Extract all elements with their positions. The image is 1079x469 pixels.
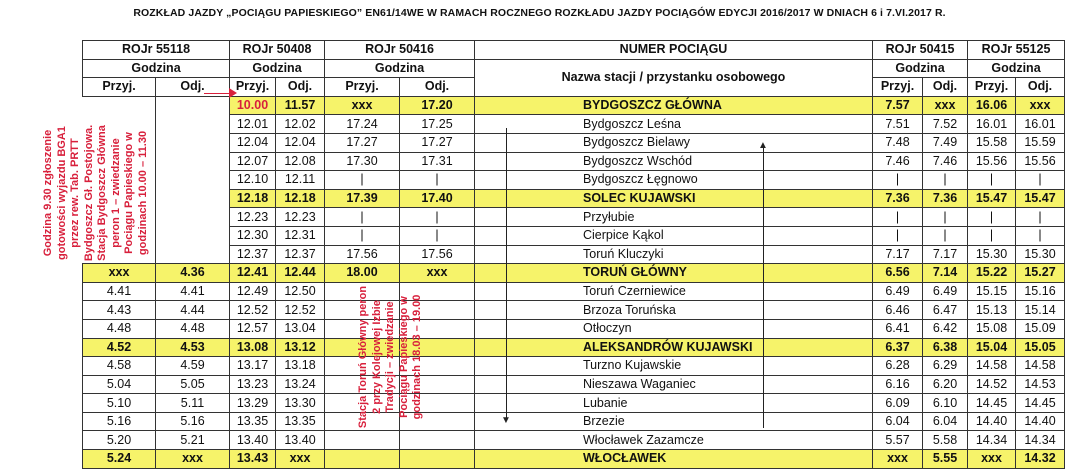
time-cell: 6.56 [873, 264, 923, 283]
table-row [83, 375, 1065, 394]
odj-header: Odj. [276, 78, 325, 97]
time-cell: 4.59 [156, 357, 230, 376]
time-cell: 14.45 [1016, 394, 1065, 413]
station-name: Bydgoszcz Wschód [475, 152, 873, 171]
time-cell: 5.16 [83, 412, 156, 431]
train-number-header: ROJr 55125 [968, 41, 1065, 60]
time-cell: | [400, 171, 475, 190]
station-name: SOLEC KUJAWSKI [475, 189, 873, 208]
time-cell [156, 226, 230, 245]
note-line: przez rew. Tab. PRTT [69, 138, 81, 248]
time-cell: 5.58 [923, 431, 968, 450]
time-cell: 12.30 [230, 226, 276, 245]
time-cell: 14.40 [1016, 412, 1065, 431]
station-name: Toruń Czerniewice [475, 282, 873, 301]
time-cell [156, 245, 230, 264]
time-cell: 15.14 [1016, 301, 1065, 320]
time-cell: 12.52 [276, 301, 325, 320]
time-cell: 5.16 [156, 412, 230, 431]
time-cell: 10.00 [230, 96, 276, 115]
note-line: Tradycji – zwiedzanie [384, 301, 396, 413]
time-cell: 12.37 [230, 245, 276, 264]
time-cell: 17.31 [400, 152, 475, 171]
przyj-header: Przyj. [873, 78, 923, 97]
time-cell: 16.01 [968, 115, 1016, 134]
note-line: Godzina 9.30 zgłoszenie [42, 129, 54, 257]
time-cell: 4.58 [83, 357, 156, 376]
station-name: Brzezie [475, 412, 873, 431]
time-cell: 17.27 [400, 133, 475, 152]
odj-header: Odj. [923, 78, 968, 97]
time-cell: 5.57 [873, 431, 923, 450]
time-cell: 12.57 [230, 319, 276, 338]
time-cell: | [325, 226, 400, 245]
table-row [83, 431, 1065, 450]
time-cell: 13.35 [276, 412, 325, 431]
station-name: Toruń Kluczyki [475, 245, 873, 264]
time-cell: 12.11 [276, 171, 325, 190]
time-cell: 15.47 [968, 189, 1016, 208]
table-row [83, 208, 1065, 227]
time-cell: 13.29 [230, 394, 276, 413]
time-cell: xxx [1016, 96, 1065, 115]
time-cell: | [923, 226, 968, 245]
station-name: BYDGOSZCZ GŁÓWNA [475, 96, 873, 115]
time-cell: 12.23 [230, 208, 276, 227]
time-cell: 7.49 [923, 133, 968, 152]
odj-header: Odj. [156, 78, 230, 97]
time-cell: 6.41 [873, 319, 923, 338]
time-cell: 14.34 [1016, 431, 1065, 450]
note-line: peron 1 – zwiedzanie [109, 138, 122, 248]
page-title: ROZKŁAD JAZDY „POCIĄGU PAPIESKIEGO” EN61/14WE W RAMACH ROCZNEGO ROZKŁADU JAZDY POCIĄGÓW EDYCJI 2016/2017 W DNIACH 6 i 7.VI.2017 R. [133, 7, 946, 19]
time-cell: | [1016, 208, 1065, 227]
station-name: Turzno Kujawskie [475, 357, 873, 376]
note-line: gotowości wyjazdu BGA1 [55, 126, 68, 260]
time-cell: 6.38 [923, 338, 968, 357]
time-cell [156, 133, 230, 152]
time-cell: 13.43 [230, 450, 276, 469]
time-cell: 15.58 [968, 133, 1016, 152]
time-cell: | [968, 208, 1016, 227]
train-number-header: ROJr 50415 [873, 41, 968, 60]
time-cell: 12.08 [276, 152, 325, 171]
time-cell: 12.01 [230, 115, 276, 134]
time-cell: 7.36 [923, 189, 968, 208]
time-cell: 7.46 [923, 152, 968, 171]
time-cell: | [923, 171, 968, 190]
time-cell: | [873, 171, 923, 190]
time-cell: 13.08 [230, 338, 276, 357]
time-cell: 12.52 [230, 301, 276, 320]
time-cell: 15.59 [1016, 133, 1065, 152]
time-cell: 5.10 [83, 394, 156, 413]
time-cell: 7.48 [873, 133, 923, 152]
time-cell: 7.17 [923, 245, 968, 264]
table-row [83, 412, 1065, 431]
time-cell: 6.42 [923, 319, 968, 338]
time-cell [156, 152, 230, 171]
note-line: Stacja Bydgoszcz Główna [96, 125, 108, 261]
time-cell: 17.27 [325, 133, 400, 152]
time-cell: 6.28 [873, 357, 923, 376]
time-cell: 7.36 [873, 189, 923, 208]
time-cell: 14.58 [968, 357, 1016, 376]
station-name: Brzoza Toruńska [475, 301, 873, 320]
table-row [83, 133, 1065, 152]
time-cell: 7.14 [923, 264, 968, 283]
time-cell: 12.37 [276, 245, 325, 264]
time-cell: 6.10 [923, 394, 968, 413]
time-cell: 5.11 [156, 394, 230, 413]
time-cell: | [400, 208, 475, 227]
time-cell: 12.41 [230, 264, 276, 283]
time-cell: | [873, 226, 923, 245]
time-cell: 17.56 [325, 245, 400, 264]
station-name: Lubanie [475, 394, 873, 413]
time-cell: 15.47 [1016, 189, 1065, 208]
time-cell: 12.07 [230, 152, 276, 171]
time-cell [156, 96, 230, 115]
time-cell: 16.01 [1016, 115, 1065, 134]
station-name: Otłoczyn [475, 319, 873, 338]
time-cell: 4.43 [83, 301, 156, 320]
train-number-header: ROJr 50416 [325, 41, 475, 60]
station-name: Bydgoszcz Bielawy [475, 133, 873, 152]
time-cell: 14.45 [968, 394, 1016, 413]
time-cell: xxx [923, 96, 968, 115]
time-cell: xxx [156, 450, 230, 469]
przyj-header: Przyj. [83, 78, 156, 97]
time-cell: 17.56 [400, 245, 475, 264]
godzina-header: Godzina [968, 59, 1065, 78]
time-cell: 6.20 [923, 375, 968, 394]
time-cell: | [923, 208, 968, 227]
time-cell: xxx [83, 264, 156, 283]
time-cell: 13.40 [230, 431, 276, 450]
time-cell: 15.08 [968, 319, 1016, 338]
station-name: Cierpice Kąkol [475, 226, 873, 245]
time-cell: 17.40 [400, 189, 475, 208]
time-cell [156, 171, 230, 190]
time-cell: xxx [873, 450, 923, 469]
table-row [83, 245, 1065, 264]
time-cell: 12.44 [276, 264, 325, 283]
time-cell: 7.17 [873, 245, 923, 264]
time-cell: | [968, 226, 1016, 245]
note-line: Pociągu Papieskiego w [397, 296, 410, 418]
time-cell: 15.04 [968, 338, 1016, 357]
time-cell [325, 450, 400, 469]
table-row [83, 96, 1065, 115]
time-cell: 14.58 [1016, 357, 1065, 376]
godzina-header: Godzina [83, 59, 230, 78]
arrow-up-icon: ▲ [758, 140, 768, 151]
train-number-header: ROJr 55118 [83, 41, 230, 60]
station-name: Nieszawa Waganiec [475, 375, 873, 394]
time-cell [156, 115, 230, 134]
godzina-header: Godzina [873, 59, 968, 78]
station-name: Bydgoszcz Leśna [475, 115, 873, 134]
time-cell: 4.44 [156, 301, 230, 320]
time-cell: 13.40 [276, 431, 325, 450]
time-cell: 14.52 [968, 375, 1016, 394]
table-row [83, 226, 1065, 245]
station-name: Włocławek Zazamcze [475, 431, 873, 450]
time-cell: 13.30 [276, 394, 325, 413]
time-cell: 13.24 [276, 375, 325, 394]
przyj-header: Przyj. [968, 78, 1016, 97]
time-cell: 6.09 [873, 394, 923, 413]
time-cell: | [325, 208, 400, 227]
time-cell: 12.02 [276, 115, 325, 134]
time-cell: 17.20 [400, 96, 475, 115]
header-row-trains [83, 41, 1065, 60]
time-cell: 17.39 [325, 189, 400, 208]
time-cell: 6.04 [923, 412, 968, 431]
time-cell: 6.04 [873, 412, 923, 431]
station-name: Bydgoszcz Łęgnowo [475, 171, 873, 190]
time-cell: 6.49 [873, 282, 923, 301]
note-line: Bydgoszcz Gł. Postojowa. [82, 124, 95, 262]
table-row [83, 450, 1065, 469]
time-cell: 5.21 [156, 431, 230, 450]
time-cell: 5.04 [83, 375, 156, 394]
time-cell: 13.35 [230, 412, 276, 431]
note-line: Pociągu Papieskiego w [123, 132, 135, 254]
time-cell: 12.49 [230, 282, 276, 301]
time-cell: 12.04 [230, 133, 276, 152]
note-line: godzinach 18.03 – 19.00 [411, 294, 423, 420]
time-cell: 15.22 [968, 264, 1016, 283]
note-line: 2 przy Kolejowej Izbie [370, 300, 383, 414]
time-cell: 5.24 [83, 450, 156, 469]
red-arrow-icon [229, 88, 237, 98]
time-cell: xxx [325, 96, 400, 115]
time-cell: xxx [400, 264, 475, 283]
time-cell: 6.29 [923, 357, 968, 376]
table-row [83, 264, 1065, 283]
note-bydgoszcz [42, 68, 152, 318]
time-cell: 14.53 [1016, 375, 1065, 394]
time-cell: 15.15 [968, 282, 1016, 301]
time-cell: 17.24 [325, 115, 400, 134]
table-row [83, 301, 1065, 320]
time-cell: 7.51 [873, 115, 923, 134]
time-cell: 14.34 [968, 431, 1016, 450]
time-cell: 7.46 [873, 152, 923, 171]
time-cell: 13.18 [276, 357, 325, 376]
table-row [83, 152, 1065, 171]
train-number-header: ROJr 50408 [230, 41, 325, 60]
time-cell: 6.46 [873, 301, 923, 320]
przyj-header: Przyj. [230, 78, 276, 97]
table-row [83, 338, 1065, 357]
time-cell: 15.56 [1016, 152, 1065, 171]
time-cell: 5.55 [923, 450, 968, 469]
time-cell [156, 208, 230, 227]
numer-header: NUMER POCIĄGU [475, 41, 873, 60]
direction-down-line [506, 128, 507, 418]
przyj-header: Przyj. [325, 78, 400, 97]
time-cell: 12.10 [230, 171, 276, 190]
time-cell: 12.18 [230, 189, 276, 208]
time-cell: 4.48 [83, 319, 156, 338]
time-cell: 6.49 [923, 282, 968, 301]
time-cell: 15.05 [1016, 338, 1065, 357]
station-column-header: Nazwa stacji / przystanku osobowego [475, 59, 873, 96]
time-cell: 4.41 [83, 282, 156, 301]
time-cell: 12.18 [276, 189, 325, 208]
time-cell: 13.23 [230, 375, 276, 394]
arrow-down-icon: ▼ [501, 415, 511, 426]
table-row [83, 357, 1065, 376]
header-row-godzina [83, 59, 1065, 78]
time-cell: 15.56 [968, 152, 1016, 171]
time-cell: xxx [276, 450, 325, 469]
time-cell: 6.47 [923, 301, 968, 320]
godzina-header: Godzina [230, 59, 325, 78]
time-cell: 15.30 [968, 245, 1016, 264]
time-cell: 15.30 [1016, 245, 1065, 264]
time-cell: 5.20 [83, 431, 156, 450]
time-cell: 4.53 [156, 338, 230, 357]
direction-up-line [763, 148, 764, 428]
table-row [83, 394, 1065, 413]
note-line: godzinach 10.00 – 11.30 [136, 130, 149, 256]
time-cell: 13.17 [230, 357, 276, 376]
table-row [83, 189, 1065, 208]
time-cell [156, 189, 230, 208]
odj-header: Odj. [1016, 78, 1065, 97]
station-name: WŁOCŁAWEK [475, 450, 873, 469]
table-row [83, 171, 1065, 190]
note-torun [357, 272, 427, 442]
time-cell: 12.50 [276, 282, 325, 301]
note-line: Stacja Toruń Główny peron [357, 285, 369, 429]
table-row [83, 115, 1065, 134]
time-cell: | [400, 226, 475, 245]
time-cell: 12.31 [276, 226, 325, 245]
time-cell: 12.04 [276, 133, 325, 152]
table-row [83, 319, 1065, 338]
time-cell [400, 450, 475, 469]
time-cell: 18.00 [325, 264, 400, 283]
time-cell: 11.57 [276, 96, 325, 115]
time-cell: 14.32 [1016, 450, 1065, 469]
time-cell: xxx [968, 450, 1016, 469]
time-cell: 12.23 [276, 208, 325, 227]
time-cell: | [1016, 226, 1065, 245]
time-cell: 4.41 [156, 282, 230, 301]
time-cell: 13.04 [276, 319, 325, 338]
time-cell: 17.30 [325, 152, 400, 171]
time-cell: 16.06 [968, 96, 1016, 115]
table-row [83, 282, 1065, 301]
timetable [82, 40, 1065, 469]
time-cell: 13.12 [276, 338, 325, 357]
time-cell: 7.57 [873, 96, 923, 115]
time-cell: 7.52 [923, 115, 968, 134]
time-cell: 6.37 [873, 338, 923, 357]
time-cell: 15.09 [1016, 319, 1065, 338]
time-cell: 6.16 [873, 375, 923, 394]
time-cell: 5.05 [156, 375, 230, 394]
time-cell: 15.13 [968, 301, 1016, 320]
time-cell: 14.40 [968, 412, 1016, 431]
time-cell: 4.48 [156, 319, 230, 338]
time-cell: 4.52 [83, 338, 156, 357]
godzina-header: Godzina [325, 59, 475, 78]
odj-header: Odj. [400, 78, 475, 97]
station-name: Przyłubie [475, 208, 873, 227]
time-cell: 4.36 [156, 264, 230, 283]
time-cell: | [873, 208, 923, 227]
time-cell: 15.27 [1016, 264, 1065, 283]
time-cell: 17.25 [400, 115, 475, 134]
time-cell: | [968, 171, 1016, 190]
station-name: ALEKSANDRÓW KUJAWSKI [475, 338, 873, 357]
time-cell: | [325, 171, 400, 190]
time-cell: 15.16 [1016, 282, 1065, 301]
time-cell: | [1016, 171, 1065, 190]
station-name: TORUŃ GŁÓWNY [475, 264, 873, 283]
